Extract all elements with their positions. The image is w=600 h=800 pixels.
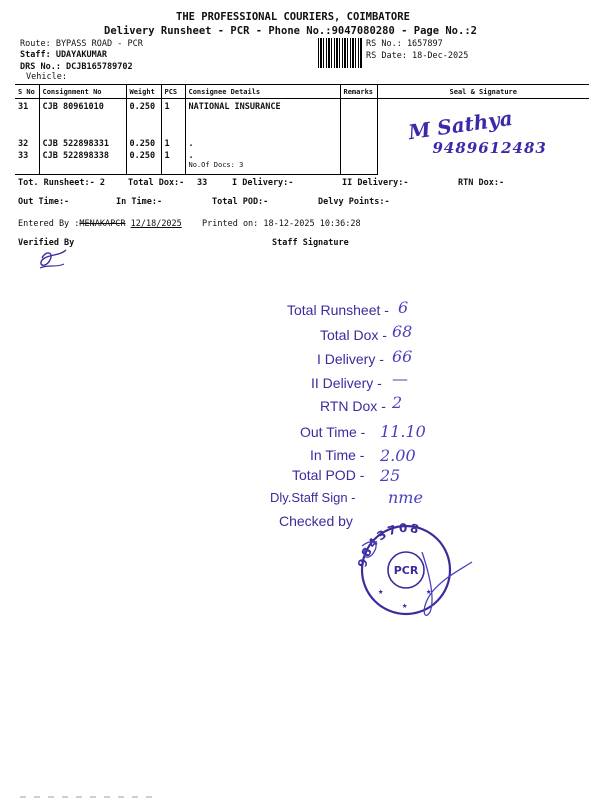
cell-consignment: CJB 80961010 (39, 99, 126, 139)
cell-remarks (340, 139, 377, 151)
staff-signature: Staff Signature (272, 238, 349, 248)
entered-by: Entered By :MENAKAPCR 12/18/2025 (18, 219, 182, 229)
cell-consignee: . (185, 139, 340, 151)
summary-ii-delivery-value: — (392, 369, 408, 388)
summary-rtn-dox-value: 2 (392, 393, 403, 412)
summary-in-time-label: In Time - (310, 447, 365, 463)
summary-checked-by-label: Checked by (279, 513, 353, 529)
svg-text:★: ★ (426, 587, 432, 597)
total-dox-value: 33 (197, 178, 208, 188)
cell-consignment: CJB 522898331 (39, 139, 126, 151)
handwritten-signature: M Sathya (406, 105, 514, 145)
drs-number: DRS No.: DCJB165789702 (20, 62, 133, 72)
col-consignee: Consignee Details (185, 85, 340, 99)
summary-total-pod-label: Total POD - (292, 467, 365, 483)
scan-artifact-line (20, 796, 160, 798)
cell-consignee: NATIONAL INSURANCE (185, 99, 340, 139)
svg-text:★: ★ (402, 601, 408, 611)
cell-remarks (340, 99, 377, 139)
summary-staff-sign-value: nme (388, 488, 423, 507)
summary-total-pod-value: 25 (380, 466, 401, 485)
ii-delivery: II Delivery:- (342, 178, 409, 188)
vehicle: Vehicle: (26, 72, 67, 82)
tot-runsheet: Tot. Runsheet:- 2 (18, 178, 105, 188)
summary-total-runsheet-value: 6 (398, 298, 409, 317)
staff-name: Staff: UDAYAKUMAR (20, 50, 107, 60)
summary-i-delivery-value: 66 (392, 347, 413, 366)
summary-total-runsheet-label: Total Runsheet - (287, 302, 389, 318)
cell-weight: 0.250 (126, 139, 161, 151)
summary-out-time-value: 11.10 (380, 422, 426, 441)
summary-i-delivery-label: I Delivery - (317, 351, 384, 367)
summary-in-time-value: 2.00 (380, 446, 416, 465)
cell-pcs: 1 (161, 99, 185, 139)
route: Route: BYPASS ROAD - PCR (20, 39, 143, 49)
total-dox-label: Total Dox:- (128, 178, 185, 188)
table-row (15, 99, 589, 139)
cell-pcs: 1 (161, 151, 185, 175)
svg-text:9843708 (355, 521, 422, 569)
cell-remarks (340, 151, 377, 175)
seal-center-text: PCR (393, 564, 419, 577)
col-consignment: Consignment No (39, 85, 126, 99)
summary-total-dox-label: Total Dox - (320, 327, 387, 343)
col-pcs: PCS (161, 85, 185, 99)
delvy-points: Delvy Points:- (318, 197, 390, 207)
summary-staff-sign-label: Dly.Staff Sign - (270, 490, 356, 505)
col-seal-signature: Seal & Signature (377, 85, 589, 99)
cell-seal-signature (377, 99, 589, 175)
col-weight: Weight (126, 85, 161, 99)
cell-consignee: . No.Of Docs: 3 (185, 151, 340, 175)
summary-ii-delivery-label: II Delivery - (311, 375, 382, 391)
rs-number: RS No.: 1657897 (366, 39, 443, 49)
cell-consignment: CJB 522898338 (39, 151, 126, 175)
table-header-row (15, 85, 589, 99)
runsheet-title: Delivery Runsheet - PCR - Phone No.:9047080280 - Page No.:2 (104, 25, 477, 37)
pcr-round-seal (352, 512, 476, 622)
rtn-dox: RTN Dox:- (458, 178, 505, 188)
cell-sno: 32 (18, 138, 29, 149)
no-of-docs: No.Of Docs: 3 (188, 160, 244, 169)
cell-sno: 33 (15, 151, 39, 175)
entered-by-name: MENAKAPCR (79, 219, 126, 229)
cell-pcs: 1 (161, 139, 185, 151)
cell-weight: 0.250 (126, 99, 161, 139)
handwritten-phone: 9489612483 (432, 139, 547, 157)
rs-date: RS Date: 18-Dec-2025 (366, 51, 469, 61)
verified-by: Verified By (18, 238, 75, 248)
entered-by-date: 12/18/2025 (130, 219, 182, 229)
summary-out-time-label: Out Time - (300, 424, 366, 440)
out-time: Out Time:- (18, 197, 70, 207)
summary-total-dox-value: 68 (392, 322, 413, 341)
printed-on: Printed on: 18-12-2025 10:36:28 (202, 219, 361, 229)
barcode-image (318, 38, 362, 68)
company-title: THE PROFESSIONAL COURIERS, COIMBATORE (176, 11, 410, 23)
total-pod: Total POD:- (212, 197, 269, 207)
svg-text:★: ★ (378, 587, 384, 597)
seal-ring-text: 9843708 (355, 520, 422, 569)
verified-signature-scribble (34, 246, 74, 272)
i-delivery: I Delivery:- (232, 178, 294, 188)
in-time: In Time:- (116, 197, 163, 207)
summary-rtn-dox-label: RTN Dox - (320, 398, 386, 414)
col-remarks: Remarks (340, 85, 377, 99)
runsheet-table (15, 84, 589, 175)
col-sno: S No (15, 85, 39, 99)
cell-weight: 0.250 (126, 151, 161, 175)
cell-sno: 31 (18, 102, 29, 112)
